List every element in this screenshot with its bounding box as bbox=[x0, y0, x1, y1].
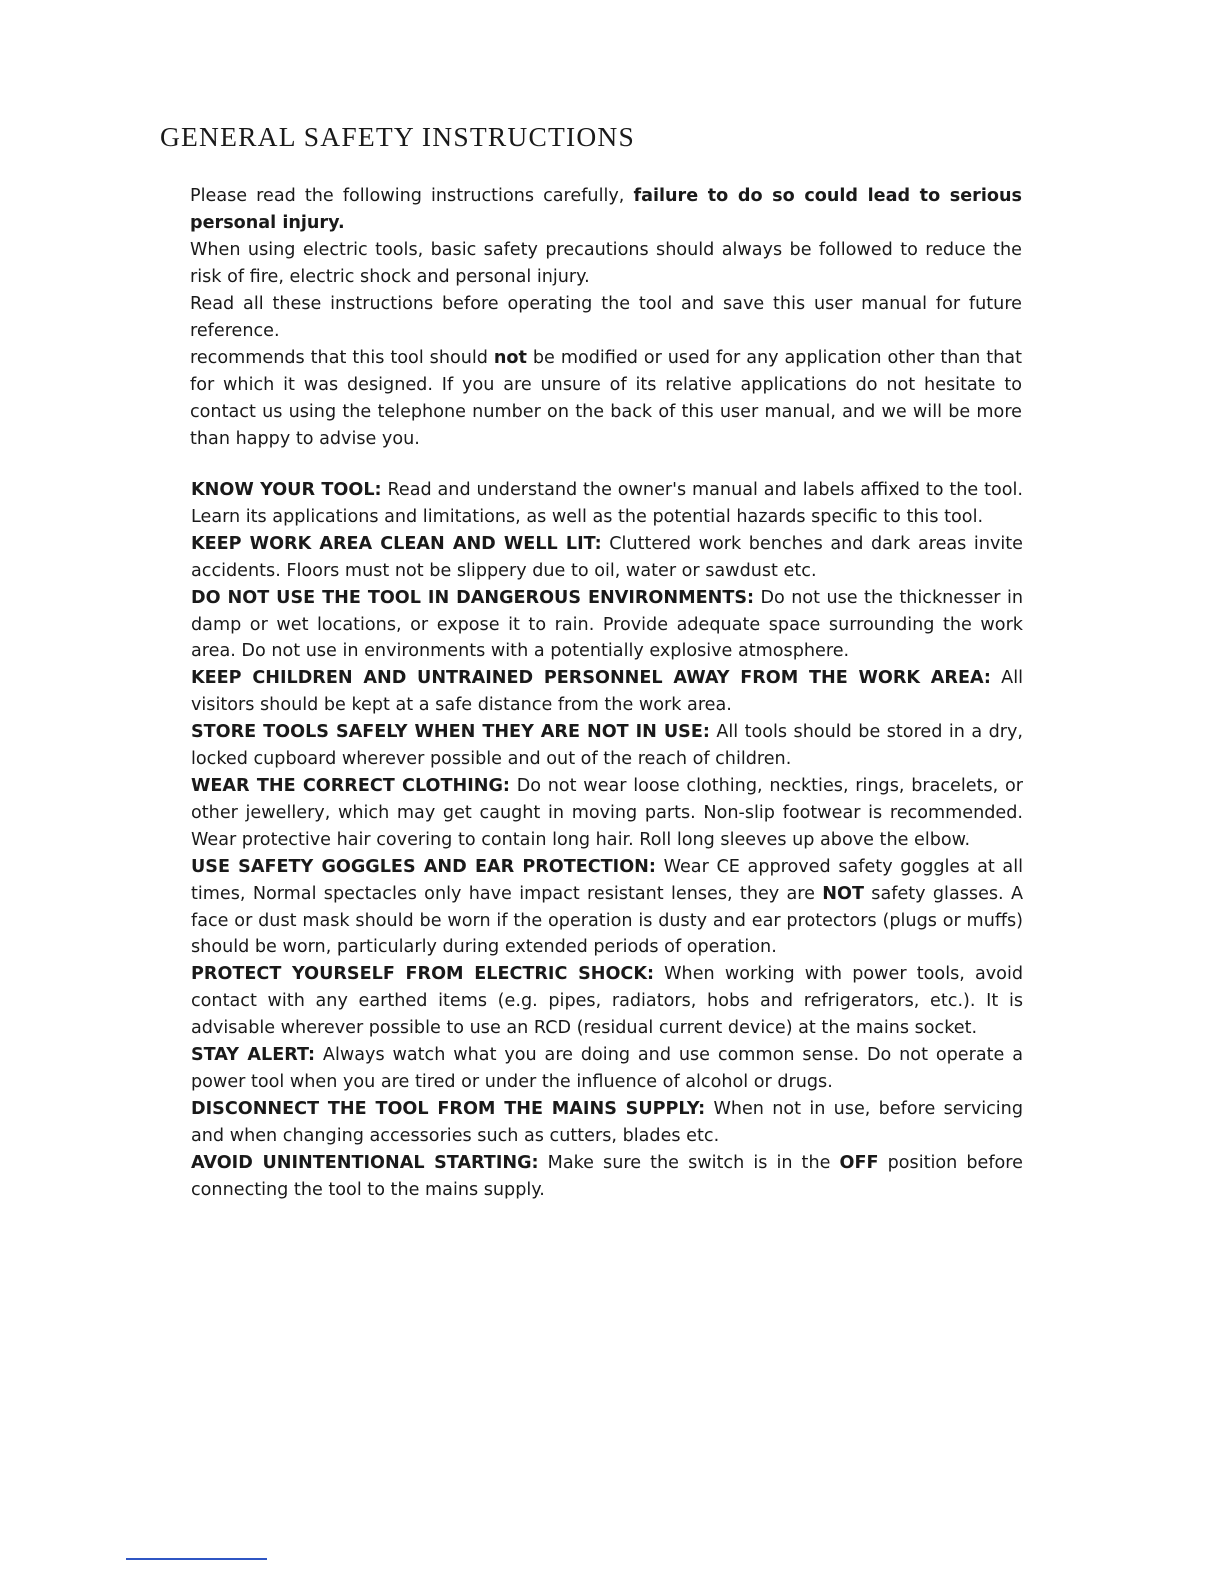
section-heading: KEEP WORK AREA CLEAN AND WELL LIT: bbox=[191, 533, 602, 554]
section-heading: USE SAFETY GOGGLES AND EAR PROTECTION: bbox=[191, 856, 656, 877]
section-text: Cluttered work benches and dark areas invite accidents. Floors must not be slippery due to oil, water or sawdust etc. bbox=[191, 533, 1023, 581]
section-text: position before connecting the tool to the mains supply. bbox=[191, 1152, 1023, 1200]
section-keep-work-area-clean bbox=[191, 531, 1023, 585]
section-store-tools-safely bbox=[191, 719, 1023, 773]
section-stay-alert bbox=[191, 1042, 1023, 1096]
section-text: Do not wear loose clothing, neckties, rings, bracelets, or other jewellery, which may get caught in moving parts. Non-slip footwear is recommended. Wear protective hair covering to contain long hair. Roll long sleeves up above the elbow. bbox=[191, 775, 1023, 850]
section-heading: KEEP CHILDREN AND UNTRAINED PERSONNEL AWAY FROM THE WORK AREA: bbox=[191, 668, 991, 689]
section-bold-word: OFF bbox=[839, 1152, 879, 1173]
intro-text: be modified or used for any application other than that for which it was designed. If you are unsure of its relative applications do not hesitate to contact us using the telephone number on the back of this user manual, and we will be more than happy to advise you. bbox=[190, 348, 1022, 449]
section-text: All visitors should be kept at a safe distance from the work area. bbox=[191, 668, 1023, 716]
section-text: When working with power tools, avoid contact with any earthed items (e.g. pipes, radiators, hobs and refrigerators, etc.). It is advisable wherever possible to use an RCD (residual current device) at the mains socket. bbox=[191, 964, 1023, 1039]
section-disconnect-mains bbox=[191, 1096, 1023, 1150]
section-text: Wear CE approved safety goggles at all times, Normal spectacles only have impact resistant lenses, they are bbox=[191, 856, 1023, 904]
intro-text: recommends that this tool should bbox=[190, 348, 494, 368]
section-heading: KNOW YOUR TOOL: bbox=[191, 480, 382, 500]
section-text: Always watch what you are doing and use common sense. Do not operate a power tool when you are tired or under the influence of alcohol or drugs. bbox=[191, 1045, 1023, 1092]
section-dangerous-environments bbox=[191, 585, 1023, 666]
section-heading: PROTECT YOURSELF FROM ELECTRIC SHOCK: bbox=[191, 964, 655, 985]
page-title: GENERAL SAFETY INSTRUCTIONS bbox=[160, 121, 635, 152]
intro-block bbox=[190, 183, 1022, 453]
section-heading: STORE TOOLS SAFELY WHEN THEY ARE NOT IN USE: bbox=[191, 722, 710, 743]
intro-warning-bold: failure to do so could lead to serious personal injury. bbox=[190, 186, 1022, 233]
section-correct-clothing bbox=[191, 773, 1023, 854]
intro-paragraph-warning bbox=[190, 183, 1022, 237]
section-text: All tools should be stored in a dry, locked cupboard wherever possible and out of the reach of children. bbox=[191, 722, 1023, 770]
section-keep-children-away bbox=[191, 665, 1023, 719]
section-electric-shock bbox=[191, 961, 1023, 1042]
section-bold-word: NOT bbox=[822, 883, 864, 904]
footer-divider bbox=[126, 1558, 267, 1560]
intro-text: Please read the following instructions carefully, bbox=[190, 186, 634, 206]
intro-paragraph-read-manual: Read all these instructions before operating the tool and save this user manual for future reference. bbox=[190, 294, 1022, 341]
section-unintentional-starting bbox=[191, 1150, 1023, 1204]
section-text: Do not use the thicknesser in damp or wet locations, or expose it to rain. Provide adequate space surrounding the work area. Do not use in environments with a potentially explosive atmosphere. bbox=[191, 587, 1023, 662]
section-heading: WEAR THE CORRECT CLOTHING: bbox=[191, 775, 510, 796]
intro-paragraph-precautions: When using electric tools, basic safety precautions should always be followed to reduce the risk of fire, electric shock and personal injury. bbox=[190, 240, 1022, 287]
section-text: Read and understand the owner's manual and labels affixed to the tool. Learn its applications and limitations, as well as the potential hazards specific to this tool. bbox=[191, 480, 1023, 527]
section-heading: AVOID UNINTENTIONAL STARTING: bbox=[191, 1152, 539, 1173]
section-goggles-ear-protection bbox=[191, 854, 1023, 962]
intro-not-bold: not bbox=[493, 348, 527, 368]
section-know-your-tool bbox=[191, 477, 1023, 531]
section-text: safety glasses. A face or dust mask should be worn if the operation is dusty and ear protectors (plugs or muffs) should be worn, particularly during extended periods of operation. bbox=[191, 883, 1023, 958]
section-heading: DISCONNECT THE TOOL FROM THE MAINS SUPPLY: bbox=[191, 1098, 706, 1119]
safety-sections bbox=[191, 477, 1023, 1203]
section-heading: STAY ALERT: bbox=[191, 1045, 316, 1066]
section-heading: DO NOT USE THE TOOL IN DANGEROUS ENVIRONMENTS: bbox=[191, 587, 755, 608]
section-text: When not in use, before servicing and when changing accessories such as cutters, blades etc. bbox=[191, 1098, 1023, 1146]
intro-paragraph-modification bbox=[190, 345, 1022, 453]
section-text: Make sure the switch is in the bbox=[538, 1152, 840, 1173]
